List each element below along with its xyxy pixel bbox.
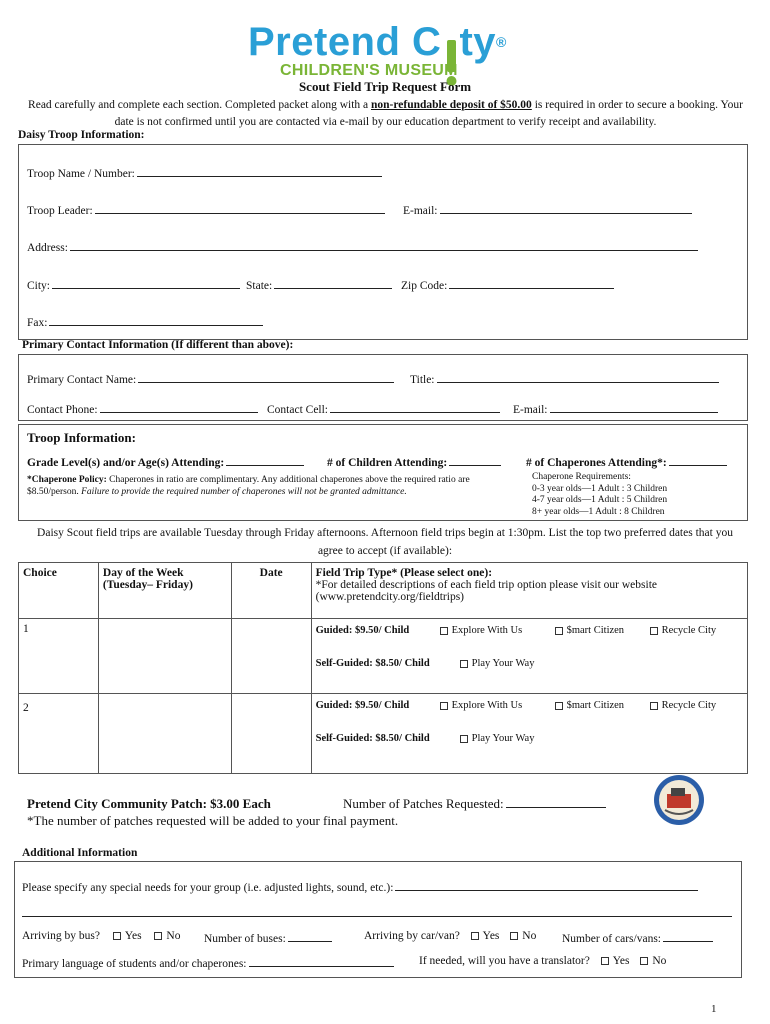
address-blank[interactable] [70,239,698,251]
chaperone-policy [27,475,517,498]
deposit-text: non-refundable deposit of $50.00 [371,99,532,111]
troop-info-heading: Troop Information: [27,430,136,445]
grade-field[interactable] [27,454,304,469]
bus-question [22,930,180,942]
language-label: Primary language of students and/or chaperones: [22,958,247,970]
car-no[interactable] [510,930,536,942]
intro-before: Read carefully and complete each section. Completed packet along with a [28,99,371,111]
children-blank[interactable] [449,454,501,466]
city-label: City: [27,280,51,292]
primary-cell-label: Contact Cell: [267,404,329,416]
address-label: Address: [27,242,68,254]
checkbox-icon[interactable] [460,735,468,743]
primary-email-field[interactable] [513,401,718,416]
state-field[interactable] [246,277,392,292]
checkbox-icon[interactable] [601,957,609,965]
table-row [19,694,748,774]
troop-leader-field[interactable] [27,202,385,217]
language-field[interactable] [22,955,394,970]
table-row [19,619,748,694]
header-choice: Choice [19,563,99,619]
zip-label: Zip Code: [401,280,448,292]
zip-blank[interactable] [449,277,614,289]
date-input-cell[interactable] [231,694,311,774]
yes-label: Yes [124,930,142,942]
header-type [311,563,747,619]
option-explore[interactable] [440,625,523,636]
option-explore[interactable] [440,700,523,711]
additional-heading: Additional Information [22,847,138,859]
primary-title-label: Title: [410,374,435,386]
community-patch-seal-icon [653,774,705,826]
language-blank[interactable] [249,955,394,967]
bus-yes[interactable] [113,930,142,942]
checkbox-icon[interactable] [154,932,162,940]
troop-name-label: Troop Name / Number: [27,168,135,180]
checkbox-icon[interactable] [471,932,479,940]
primary-phone-field[interactable] [27,401,258,416]
policy-italic: Failure to provide the required number of chaperones will not be granted admittance. [81,486,407,497]
guided-label: Guided: $9.50/ Child [315,700,410,711]
troop-email-label: E-mail: [403,205,438,217]
schedule-note: Daisy Scout field trips are available Tuesday through Friday afternoons. Afternoon field trips begin at 1:30pm. List the top two preferred dates that you agree to accept (if available): [37,527,733,557]
day-input-cell[interactable] [98,694,231,774]
state-blank[interactable] [274,277,392,289]
option-smart[interactable] [555,700,624,711]
num-buses-label: Number of buses: [204,933,286,945]
troop-leader-label: Troop Leader: [27,205,93,217]
primary-title-blank[interactable] [437,371,719,383]
logo-word-part: Pretend C [248,20,442,64]
option-label: Explore With Us [451,700,523,711]
car-question [364,930,536,942]
header-type-title: Field Trip Type* (Please select one): [315,567,493,579]
checkbox-icon[interactable] [650,702,658,710]
table-header-row [19,563,748,619]
yes-label: Yes [612,955,630,967]
chaperones-label: # of Chaperones Attending*: [526,457,667,469]
special-needs-blank[interactable] [395,879,698,891]
children-label: # of Children Attending: [327,457,448,469]
option-play[interactable] [460,733,535,744]
checkbox-icon[interactable] [460,660,468,668]
car-yes[interactable] [471,930,500,942]
city-field[interactable] [27,277,240,292]
no-label: No [522,930,537,942]
patches-requested-field[interactable] [343,796,606,812]
patch-note: *The number of patches requested will be added to your final payment. [27,813,399,828]
troop-name-field[interactable] [27,165,382,180]
state-label: State: [246,280,273,292]
option-play[interactable] [460,658,535,669]
troop-name-blank[interactable] [137,165,382,177]
primary-name-field[interactable] [27,371,394,386]
bus-no[interactable] [154,930,180,942]
option-recycle[interactable] [650,700,717,711]
type-cell [311,619,747,694]
primary-phone-label: Contact Phone: [27,404,98,416]
address-field[interactable] [27,239,698,254]
req-item: 0-3 year olds—1 Adult : 3 Children [532,483,668,494]
children-field[interactable] [327,454,501,469]
logo-subtitle: CHILDREN'S MUSEUM [280,62,458,79]
self-guided-label: Self-Guided: $8.50/ Child [315,658,430,669]
special-needs-label: Please specify any special needs for your group (i.e. adjusted lights, sound, etc.): [22,882,394,894]
primary-name-label: Primary Contact Name: [27,374,137,386]
page-number: 1 [711,1003,717,1015]
req-item: 8+ year olds—1 Adult : 8 Children [532,506,665,517]
checkbox-icon[interactable] [440,702,448,710]
primary-heading: Primary Contact Information (If different than above): [22,339,294,351]
choice-cell: 1 [19,619,99,694]
fax-label: Fax: [27,317,48,329]
page-title: Scout Field Trip Request Form [298,79,472,94]
date-input-cell[interactable] [231,619,311,694]
primary-title-field[interactable] [410,371,719,386]
fax-blank[interactable] [49,314,263,326]
chaperones-blank[interactable] [669,454,727,466]
primary-cell-blank[interactable] [330,401,500,413]
logo-word-part: ty [459,20,497,64]
intro-text [18,97,753,131]
num-cars-label: Number of cars/vans: [562,933,661,945]
header-date: Date [231,563,311,619]
header-day: Day of the Week (Tuesday– Friday) [98,563,231,619]
policy-label: *Chaperone Policy: [27,475,107,485]
checkbox-icon[interactable] [650,627,658,635]
troop-email-field[interactable] [403,202,692,217]
primary-cell-field[interactable] [267,401,500,416]
option-label: Play Your Way [471,658,535,669]
checkbox-icon[interactable] [440,627,448,635]
troop-email-blank[interactable] [440,202,692,214]
primary-phone-blank[interactable] [100,401,258,413]
num-buses-blank[interactable] [288,930,332,942]
no-label: No [166,930,181,942]
option-label: Recycle City [661,700,717,711]
no-label: No [652,955,667,967]
translator-label: If needed, will you have a translator? [419,955,590,967]
guided-label: Guided: $9.50/ Child [315,625,410,636]
type-cell [311,694,747,774]
option-label: Play Your Way [471,733,535,744]
grade-blank[interactable] [226,454,304,466]
daisy-heading: Daisy Troop Information: [18,129,145,141]
day-input-cell[interactable] [98,619,231,694]
checkbox-icon[interactable] [113,932,121,940]
primary-name-blank[interactable] [138,371,394,383]
logo-wordmark [248,18,507,66]
primary-email-blank[interactable] [550,401,718,413]
city-blank[interactable] [52,277,240,289]
num-cars-blank[interactable] [663,930,713,942]
header-type-note: *For detailed descriptions of each field trip option please visit our website (www.pretendcity.org/fieldtrips) [315,579,658,603]
req-title: Chaperone Requirements: [532,472,631,482]
bus-label: Arriving by bus? [22,930,100,942]
checkbox-icon[interactable] [510,932,518,940]
intro-after: is required in order to secure a booking. Your date is not confirmed until you are contacted via e-mail by our education department to verify receipt and availability. [114,99,743,128]
checkbox-icon[interactable] [555,702,563,710]
fax-field[interactable] [27,314,263,329]
option-recycle[interactable] [650,625,717,636]
patches-requested-blank[interactable] [506,796,606,808]
car-label: Arriving by car/van? [364,930,460,942]
option-label: $mart Citizen [566,700,625,711]
yes-label: Yes [482,930,500,942]
option-label: Recycle City [661,625,717,636]
checkbox-icon[interactable] [555,627,563,635]
translator-question [419,955,666,967]
patch-label: Pretend City Community Patch: $3.00 Each [27,796,271,811]
choice-cell: 2 [19,694,99,774]
option-label: $mart Citizen [566,625,625,636]
policy-text: Chaperones in ratio are complimentary. Any additional chaperones above the required ratio are $8.50/person. [27,475,470,497]
num-buses-field[interactable] [204,930,332,945]
option-label: Explore With Us [451,625,523,636]
chaperones-field[interactable] [526,454,727,469]
troop-leader-blank[interactable] [95,202,385,214]
self-guided-label: Self-Guided: $8.50/ Child [315,733,430,744]
chaperone-requirements [532,472,667,518]
translator-no[interactable] [640,955,666,967]
primary-email-label: E-mail: [513,404,548,416]
req-item: 4-7 year olds—1 Adult : 5 Children [532,495,668,505]
grade-label: Grade Level(s) and/or Age(s) Attending: [27,457,225,469]
checkbox-icon[interactable] [640,957,648,965]
zip-field[interactable] [401,277,614,292]
option-smart[interactable] [555,625,624,636]
translator-yes[interactable] [601,955,630,967]
registered-mark: ® [496,34,507,50]
special-needs-line2[interactable] [22,905,732,917]
trip-table [18,562,748,774]
num-cars-field[interactable] [562,930,713,945]
patches-requested-label: Number of Patches Requested: [343,796,504,811]
special-needs-field[interactable] [22,879,698,894]
